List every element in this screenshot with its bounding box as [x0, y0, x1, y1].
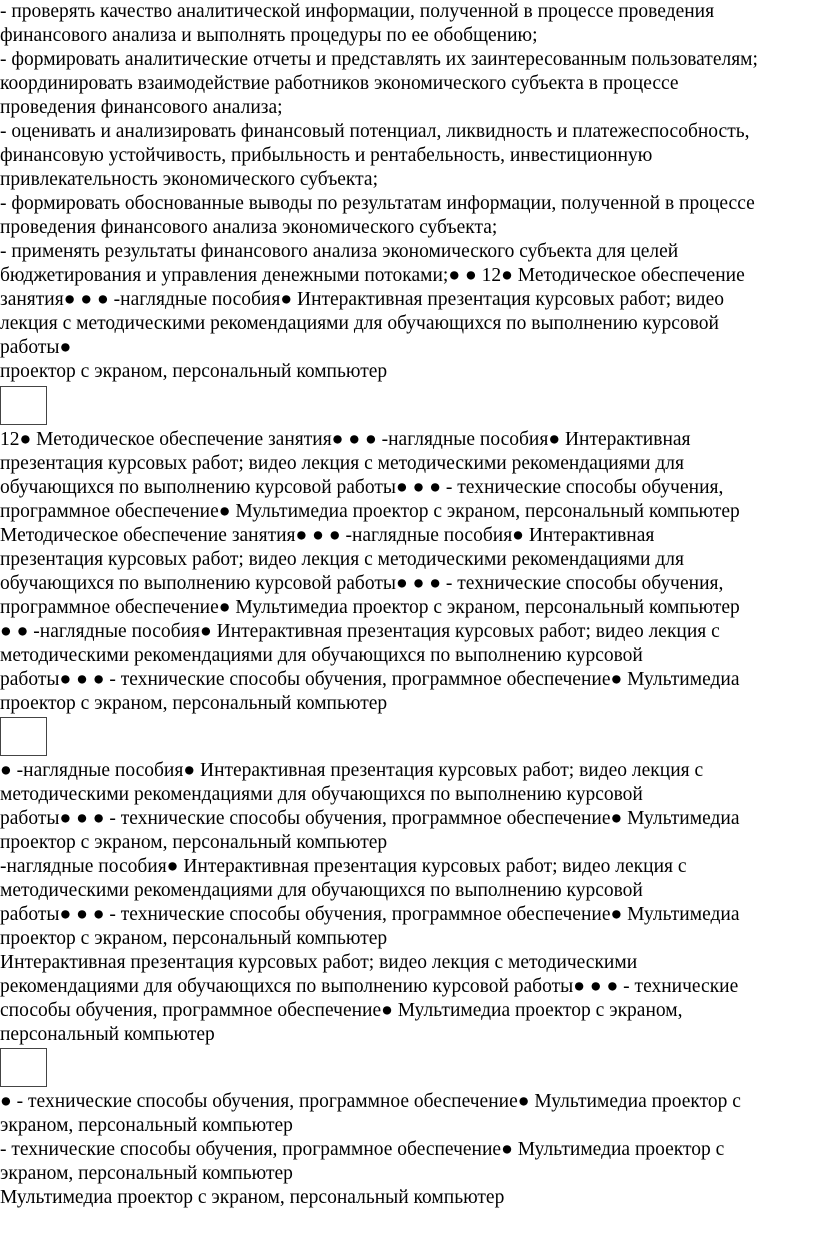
text-line: проектор с экраном, персональный компьютер — [0, 361, 388, 382]
text-line: экраном, персональный компьютер — [0, 1163, 293, 1184]
text-line: финансового анализа и выполнять процедуры по ее обобщению; — [0, 25, 538, 46]
text-line: презентация курсовых работ; видео лекция с методическими рекомендациями для — [0, 549, 684, 570]
text-line: методическими рекомендациями для обучающихся по выполнению курсовой — [0, 645, 643, 666]
text-line: программное обеспечение● Мультимедиа проектор с экраном, персональный компьютер — [0, 501, 740, 522]
empty-box — [0, 1048, 47, 1087]
text-line: - формировать обоснованные выводы по результатам информации, полученной в процессе — [0, 193, 755, 214]
text-line: работы● ● ● - технические способы обучения, программное обеспечение● Мультимедиа — [0, 808, 740, 829]
text-line: рекомендациями для обучающихся по выполнению курсовой работы● ● ● - технические — [0, 976, 739, 997]
text-line: работы● ● ● - технические способы обучения, программное обеспечение● Мультимедиа — [0, 669, 740, 690]
empty-box — [0, 717, 47, 756]
text-line: способы обучения, программное обеспечение● Мультимедиа проектор с экраном, — [0, 1000, 683, 1021]
text-line: координировать взаимодействие работников экономического субъекта в процессе — [0, 73, 679, 94]
text-line: бюджетирования и управления денежными потоками;● ● 12● Методическое обеспечение — [0, 265, 745, 286]
text-line: финансовую устойчивость, прибыльность и рентабельность, инвестиционную — [0, 145, 653, 166]
text-line: методическими рекомендациями для обучающихся по выполнению курсовой — [0, 880, 643, 901]
empty-box — [0, 386, 47, 425]
text-line: - формировать аналитические отчеты и представлять их заинтересованным пользователям; — [0, 49, 758, 70]
text-line: - проверять качество аналитической информации, полученной в процессе проведения — [0, 1, 715, 22]
text-line: ● ● -наглядные пособия● Интерактивная презентация курсовых работ; видео лекция с — [0, 621, 720, 642]
text-line: занятия● ● ● -наглядные пособия● Интерактивная презентация курсовых работ; видео — [0, 289, 725, 310]
text-line: - технические способы обучения, программное обеспечение● Мультимедиа проектор с — [0, 1139, 725, 1160]
text-line: - применять результаты финансового анализа экономического субъекта для целей — [0, 241, 679, 262]
text-line: работы● — [0, 337, 72, 358]
text-line: проведения финансового анализа; — [0, 97, 283, 118]
text-line: лекция с методическими рекомендациями для обучающихся по выполнению курсовой — [0, 313, 719, 334]
text-line: проектор с экраном, персональный компьютер — [0, 928, 388, 949]
text-line: экраном, персональный компьютер — [0, 1115, 293, 1136]
text-line: ● - технические способы обучения, программное обеспечение● Мультимедиа проектор с — [0, 1091, 741, 1112]
text-line: проведения финансового анализа экономического субъекта; — [0, 217, 498, 238]
text-line: - оценивать и анализировать финансовый потенциал, ликвидность и платежеспособность, — [0, 121, 750, 142]
text-line: -наглядные пособия● Интерактивная презентация курсовых работ; видео лекция с — [0, 856, 687, 877]
text-line: методическими рекомендациями для обучающихся по выполнению курсовой — [0, 784, 643, 805]
text-line: обучающихся по выполнению курсовой работы● ● ● - технические способы обучения, — [0, 477, 724, 498]
text-line: проектор с экраном, персональный компьютер — [0, 693, 388, 714]
text-line: Мультимедиа проектор с экраном, персональный компьютер — [0, 1187, 505, 1208]
text-line: презентация курсовых работ; видео лекция с методическими рекомендациями для — [0, 453, 684, 474]
text-line: персональный компьютер — [0, 1024, 215, 1045]
text-line: 12● Методическое обеспечение занятия● ● ● -наглядные пособия● Интерактивная — [0, 429, 691, 450]
text-line: привлекательность экономического субъекта; — [0, 169, 378, 190]
text-line: проектор с экраном, персональный компьютер — [0, 832, 388, 853]
text-line: программное обеспечение● Мультимедиа проектор с экраном, персональный компьютер — [0, 597, 740, 618]
text-line: обучающихся по выполнению курсовой работы● ● ● - технические способы обучения, — [0, 573, 724, 594]
text-line: Интерактивная презентация курсовых работ; видео лекция с методическими — [0, 952, 638, 973]
text-line: работы● ● ● - технические способы обучения, программное обеспечение● Мультимедиа — [0, 904, 740, 925]
text-line: ● -наглядные пособия● Интерактивная презентация курсовых работ; видео лекция с — [0, 760, 704, 781]
text-line: Методическое обеспечение занятия● ● ● -наглядные пособия● Интерактивная — [0, 525, 655, 546]
